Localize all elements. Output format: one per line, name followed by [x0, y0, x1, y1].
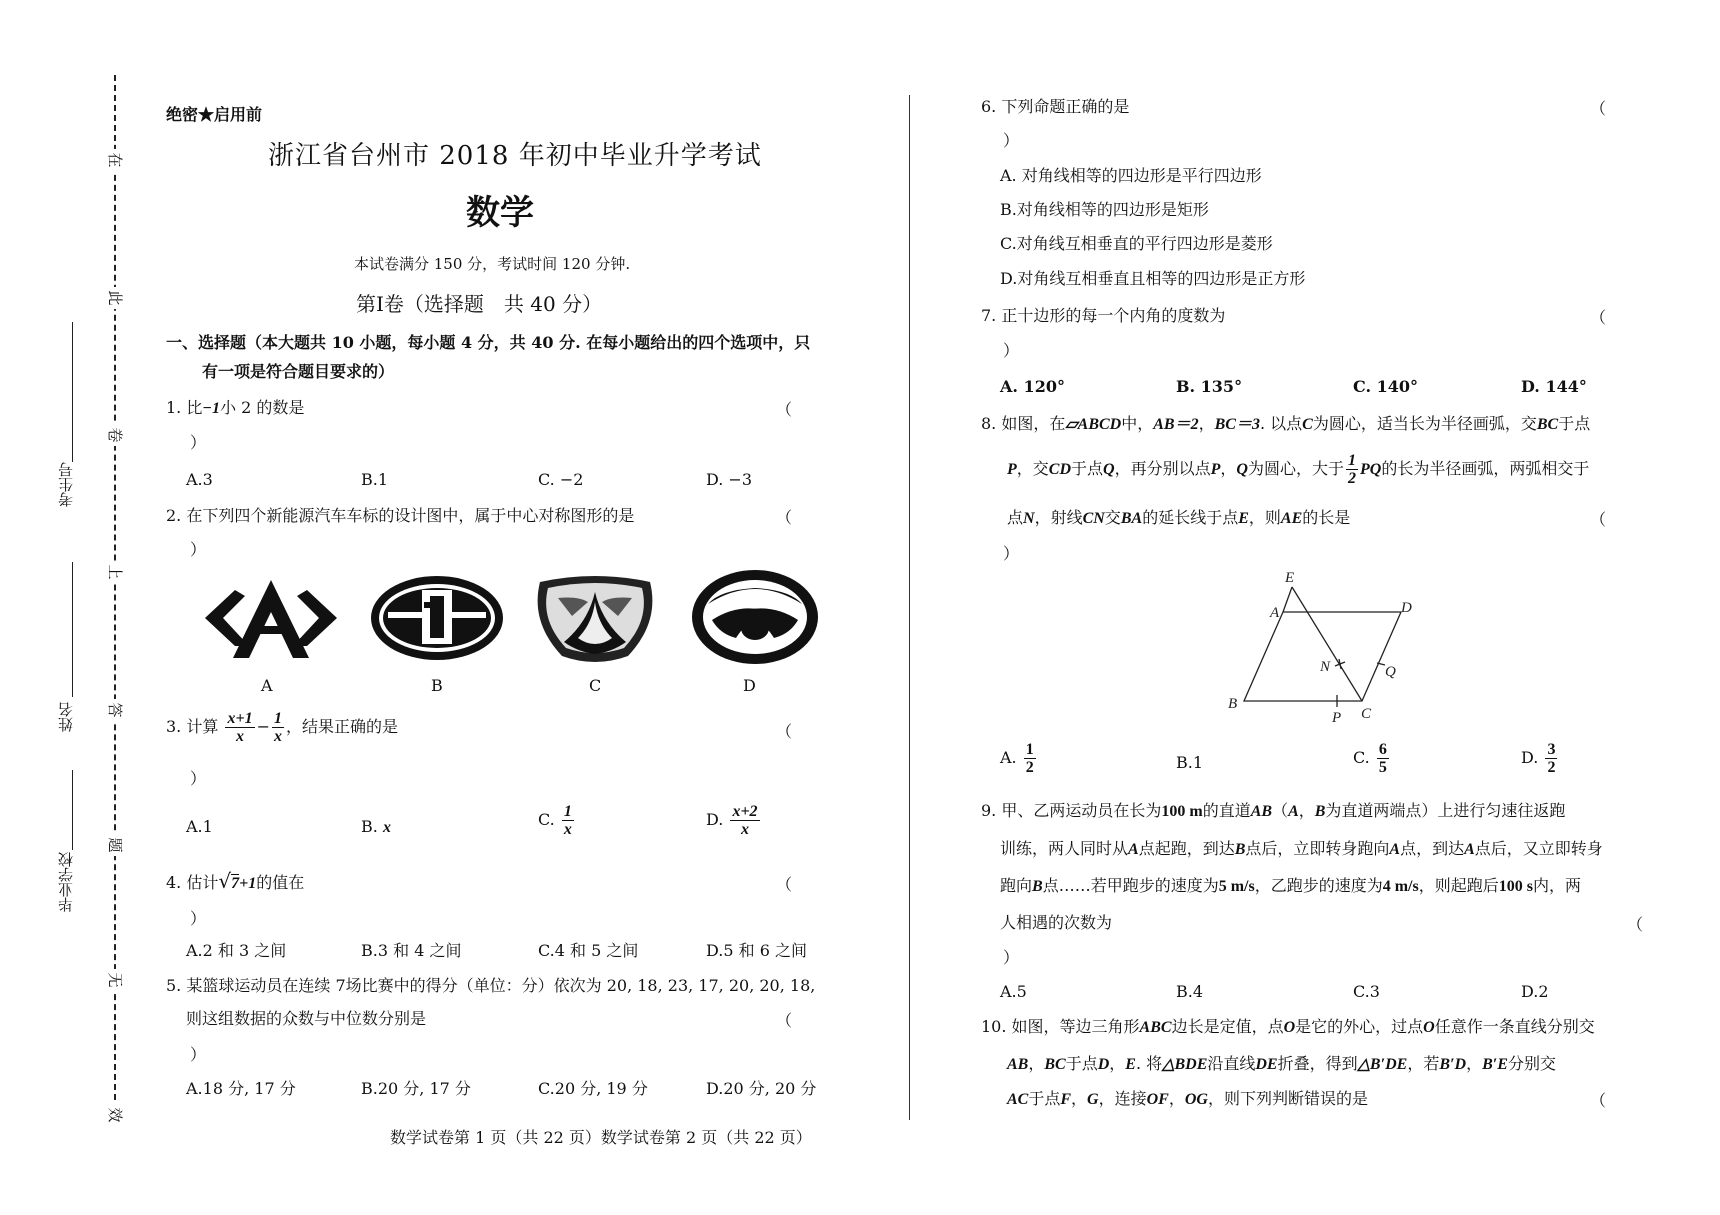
- field-line-school: [72, 770, 73, 850]
- point-label-q: Q: [1385, 664, 1396, 680]
- q2-label-d: D: [743, 676, 756, 695]
- q2-label-a: A: [261, 676, 273, 695]
- q1-option-c: C. −2: [538, 470, 584, 489]
- exam-note: 本试卷满分 150 分，考试时间 120 分钟.: [354, 255, 631, 273]
- q6-option-a: A. 对角线相等的四边形是平行四边形: [1000, 166, 1262, 185]
- field-label-name: 姓名: [57, 702, 75, 732]
- answer-paren-close: ）: [1003, 544, 1020, 563]
- q4-option-b: B.3 和 4 之间: [361, 941, 462, 960]
- volume-title: 第Ⅰ卷（选择题 共 40 分）: [356, 292, 603, 316]
- answer-paren-open: （: [776, 400, 793, 419]
- seal-char: 答: [105, 699, 125, 721]
- q8-geometry-figure: [1215, 565, 1435, 725]
- q2-stem: 2. 在下列四个新能源汽车车标的设计图中，属于中心对称图形的是: [166, 506, 635, 525]
- answer-paren-close: ）: [190, 909, 207, 928]
- q8-stem-line3: 点N，射线CN交BA的延长线于点E，则AE的长是: [1007, 508, 1351, 527]
- seal-char: 题: [105, 834, 125, 856]
- field-line-exam-number: [72, 322, 73, 462]
- q3-option-a: A.1: [186, 817, 213, 836]
- point-label-n: N: [1320, 659, 1331, 675]
- seal-char: 此: [105, 287, 125, 309]
- q1-option-a: A.3: [186, 470, 213, 489]
- answer-paren-close: ）: [1003, 341, 1020, 360]
- subject-title: 数学: [466, 193, 534, 233]
- car-logo-a: [197, 572, 345, 664]
- q2-label-b: B: [431, 676, 443, 695]
- q6-stem: 6. 下列命题正确的是: [981, 97, 1130, 116]
- point-label-a: A: [1270, 605, 1280, 621]
- answer-paren-open: （: [776, 722, 793, 741]
- q3-option-d: D. $\frac{x+2}{x}$: [706, 803, 758, 838]
- q9-stem-line4: 人相遇的次数为: [1000, 913, 1113, 932]
- q9-option-b: B.4: [1176, 982, 1204, 1001]
- point-label-e: E: [1285, 570, 1295, 586]
- field-label-school: 毕业学校: [57, 852, 75, 912]
- line-ae: [1283, 587, 1292, 612]
- answer-paren-close: ）: [1003, 131, 1020, 150]
- parallelogram-abcd: [1244, 612, 1401, 701]
- point-label-d: D: [1401, 600, 1412, 616]
- seal-char: 无: [105, 969, 125, 991]
- q7-option-b: B. 135°: [1176, 377, 1243, 396]
- q9-option-a: A.5: [1000, 982, 1027, 1001]
- q7-option-c: C. 140°: [1353, 377, 1418, 396]
- q1-option-d: D. −3: [706, 470, 753, 489]
- car-logo-b: [368, 572, 506, 664]
- q3-stem: 3. 计算 $\frac{x+1}{x}$ − $\frac{1}{x}$ ，结果正确的是: [166, 710, 398, 745]
- point-label-c: C: [1361, 706, 1372, 722]
- q9-option-d: D.2: [1521, 982, 1549, 1001]
- answer-paren-open: （: [1627, 915, 1644, 934]
- binding-dashed-line: [114, 75, 116, 1120]
- field-line-name: [72, 562, 73, 697]
- q10-stem-line2: AB，BC于点D，E. 将△BDE沿直线DE折叠，得到△B′DE，若B′D，B′E分别交: [1007, 1054, 1556, 1073]
- q3-option-b: B. x: [361, 817, 391, 836]
- q4-option-c: C.4 和 5 之间: [538, 941, 639, 960]
- q6-option-d: D.对角线互相垂直且相等的四边形是正方形: [1000, 269, 1306, 288]
- q5-option-d: D.20 分, 20 分: [706, 1079, 817, 1098]
- q3-option-c: C. $\frac{1}{x}$: [538, 803, 572, 838]
- q4-option-d: D.5 和 6 之间: [706, 941, 807, 960]
- answer-paren-close: ）: [190, 1045, 207, 1064]
- q9-option-c: C.3: [1353, 982, 1380, 1001]
- q9-stem-line2: 训练，两人同时从A点起跑，到达B点后，立即转身跑向A点，到达A点后，又立即转身: [1000, 839, 1603, 858]
- answer-paren-open: （: [1590, 99, 1607, 118]
- q7-option-d: D. 144°: [1521, 377, 1587, 396]
- q9-stem-line1: 9. 甲、乙两运动员在长为100 m的直道AB（A，B为直道两端点）上进行匀速往返跑: [981, 801, 1566, 820]
- point-label-p: P: [1332, 710, 1342, 725]
- section-instruction-line2: 有一项是符合题目要求的）: [202, 362, 395, 381]
- field-label-exam-number: 考生号: [57, 462, 75, 507]
- section-instruction-line1: 一、选择题（本大题共 10 小题，每小题 4 分，共 40 分. 在每小题给出的四个选项中，只: [166, 333, 811, 352]
- q10-stem-line1: 10. 如图，等边三角形ABC边长是定值，点O是它的外心，过点O任意作一条直线分别交: [981, 1017, 1595, 1036]
- q3-fraction-2: $\frac{1}{x}$: [273, 710, 282, 745]
- q8-stem-line1: 8. 如图，在▱ABCD中，AB＝2，BC＝3. 以点C为圆心，适当长为半径画弧，交BC于点: [981, 414, 1591, 433]
- answer-paren-close: ）: [190, 769, 207, 788]
- line-ec: [1292, 587, 1362, 701]
- q7-stem: 7. 正十边形的每一个内角的度数为: [981, 306, 1226, 325]
- column-divider: [909, 95, 910, 1120]
- q8-option-d: D. $\frac{3}{2}$: [1521, 741, 1556, 776]
- q5-option-c: C.20 分, 19 分: [538, 1079, 648, 1098]
- seal-char: 上: [105, 561, 125, 583]
- q1-option-b: B.1: [361, 470, 389, 489]
- q4-option-a: A.2 和 3 之间: [186, 941, 287, 960]
- answer-paren-open: （: [776, 1011, 793, 1030]
- answer-paren-close: ）: [1003, 948, 1020, 967]
- page-footer: 数学试卷第 1 页（共 22 页）数学试卷第 2 页（共 22 页）: [390, 1128, 812, 1147]
- answer-paren-close: ）: [190, 433, 207, 452]
- q5-stem-line1: 5. 某篮球运动员在连续 7场比赛中的得分（单位：分）依次为 20, 18, 23, 17, 20, 20, 18,: [166, 976, 816, 995]
- q8-option-c: C. $\frac{6}{5}$: [1353, 741, 1387, 776]
- q5-stem-line2: 则这组数据的众数与中位数分别是: [186, 1009, 427, 1028]
- answer-paren-close: ）: [190, 540, 207, 559]
- q5-option-a: A.18 分, 17 分: [186, 1079, 296, 1098]
- seal-char: 效: [105, 1104, 125, 1126]
- answer-paren-open: （: [1590, 1091, 1607, 1110]
- q8-option-b: B.1: [1176, 753, 1204, 772]
- q9-stem-line3: 跑向B点……若甲跑步的速度为5 m/s，乙跑步的速度为4 m/s，则起跑后100 s内，两: [1000, 876, 1581, 895]
- answer-paren-open: （: [776, 875, 793, 894]
- q5-option-b: B.20 分, 17 分: [361, 1079, 471, 1098]
- q10-stem-line3: AC于点F，G，连接OF，OG，则下列判断错误的是: [1007, 1089, 1368, 1108]
- answer-paren-open: （: [1590, 510, 1607, 529]
- q8-stem-line2: P，交CD于点Q，再分别以点P，Q为圆心，大于 $\frac{1}{2}$ PQ的长为半径画弧，两弧相交于: [1007, 452, 1590, 487]
- exam-title: 浙江省台州市 2018 年初中毕业升学考试: [268, 141, 762, 171]
- q6-option-b: B.对角线相等的四边形是矩形: [1000, 200, 1209, 219]
- q7-option-a: A. 120°: [1000, 377, 1065, 396]
- car-logo-c: [528, 572, 662, 664]
- secret-label: 绝密★启用前: [166, 105, 263, 124]
- answer-paren-open: （: [776, 508, 793, 527]
- q8-option-a: A. $\frac{1}{2}$: [1000, 741, 1034, 776]
- seal-char: 在: [105, 149, 125, 171]
- q4-stem: 4. 估计√7+1的值在: [166, 869, 305, 893]
- car-logo-d: [690, 568, 820, 666]
- q1-stem: 1. 比−1小 2 的数是: [166, 398, 305, 417]
- q6-option-c: C.对角线互相垂直的平行四边形是菱形: [1000, 234, 1273, 253]
- point-label-b: B: [1228, 696, 1238, 712]
- q3-fraction-1: $\frac{x+1}{x}$: [227, 710, 253, 745]
- seal-char: 卷: [105, 424, 125, 446]
- q2-label-c: C: [589, 676, 602, 695]
- answer-paren-open: （: [1590, 308, 1607, 327]
